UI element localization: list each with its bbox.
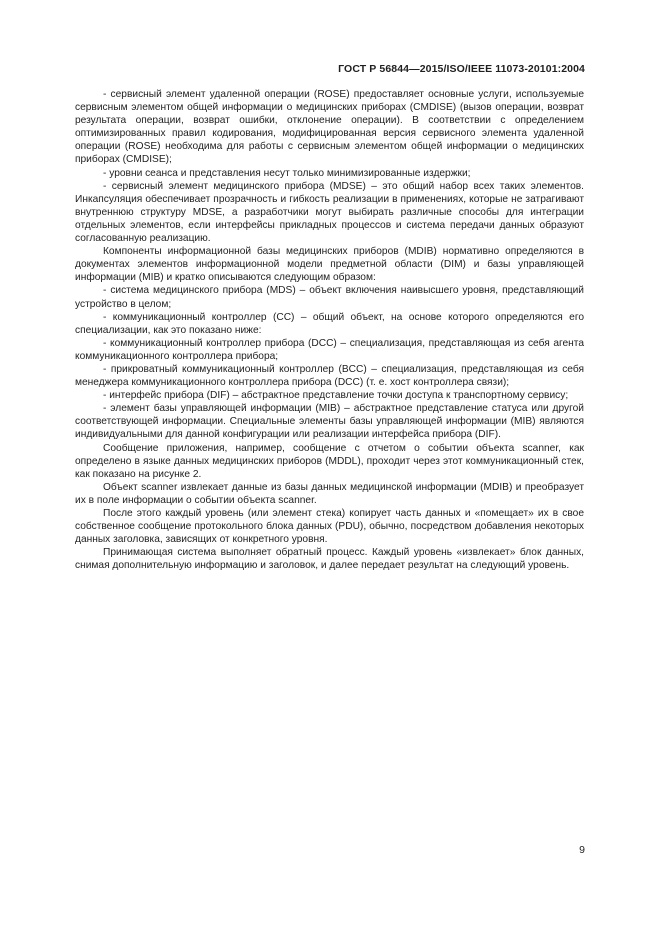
paragraph-mib: - элемент базы управляющей информации (MIB) – абстрактное представление статуса или другой соответствующей информации. Специальные элементы базы управляющей информации (MIB) являются индивидуальными для данной конфигурации или реализации интерфейса прибора (DIF). — [75, 403, 584, 441]
page-header-standard-id: ГОСТ Р 56844—2015/ISO/IEEE 11073-20101:2004 — [338, 63, 585, 75]
paragraph-mdse: - сервисный элемент медицинского прибора (MDSE) – это общий набор всех таких элементов. Инкапсуляция обеспечивает прозрачность и гибкость реализации в применениях, которые не затрагивают внутреннюю структуру MDSE, а разработчики могут выбирать различные способы для интеграции отдельных элементов, если интерфейсы прикладных процессов и система передачи данных образуют согласованную реализацию. — [75, 180, 584, 245]
paragraph-bcc: - прикроватный коммуникационный контроллер (BCC) – специализация, представляющая из себя менеджера коммуникационного контроллера прибора (DCC) (т. е. хост контроллера связи); — [75, 363, 584, 389]
body-text — [75, 88, 584, 572]
paragraph-application-message: Сообщение приложения, например, сообщение с отчетом о событии объекта scanner, как определено в языке данных медицинских приборов (MDDL), проходит через этот коммуникационный стек, как показано на рисунке 2. — [75, 442, 584, 480]
paragraph-mdib-components: Компоненты информационной базы медицинских приборов (MDIB) нормативно определяются в документах элементов информационной модели предметной области (DIM) и базы управляющей информации (MIB) и кратко описываются следующим образом: — [75, 246, 584, 284]
paragraph-mds: - система медицинского прибора (MDS) – объект включения наивысшего уровня, представляющий устройство в целом; — [75, 285, 584, 310]
paragraph-dcc: - коммуникационный контроллер прибора (DCC) – специализация, представляющая из себя агента коммуникационного контроллера прибора; — [75, 337, 584, 362]
paragraph-rose: - сервисный элемент удаленной операции (ROSE) предоставляет основные услуги, используемые сервисным элементом общей информации о медицинских приборах (CMDISE) (вызов операции, возврат результата операции, возврат ошибки, отклонение операции). В соответствии с определением оптимизированных правил кодирования, модифицированная версия сервисного элемента удаленной операции (ROSE) необходима для работы с сервисным элементом общей информации о медицинских приборах (CMDISE); — [75, 89, 584, 166]
paragraph-dif: - интерфейс прибора (DIF) – абстрактное представление точки доступа к транспортному сервису; — [103, 390, 569, 402]
paragraph-session-layers: - уровни сеанса и представления несут только минимизированные издержки; — [103, 167, 471, 179]
paragraph-scanner-object: Объект scanner извлекает данные из базы данных медицинской информации (MDIB) и преобразует их в поле информации о событии объекта scanner. — [75, 481, 584, 506]
page-number: 9 — [579, 844, 585, 856]
paragraph-receiving-system: Принимающая система выполняет обратный процесс. Каждый уровень «извлекает» блок данных, снимая дополнительную информацию и заголовок, и далее передает результат на следующий уровень. — [75, 547, 584, 572]
paragraph-pdu: После этого каждый уровень (или элемент стека) копирует часть данных и «помещает» их в свое собственное сообщение протокольного блока данных (PDU), обычно, посредством добавления некоторых данных заголовка, зависящих от конкретного уровня. — [75, 508, 584, 546]
paragraph-cc: - коммуникационный контроллер (CC) – общий объект, на основе которого определяются его специализации, как это показано ниже: — [75, 311, 584, 336]
